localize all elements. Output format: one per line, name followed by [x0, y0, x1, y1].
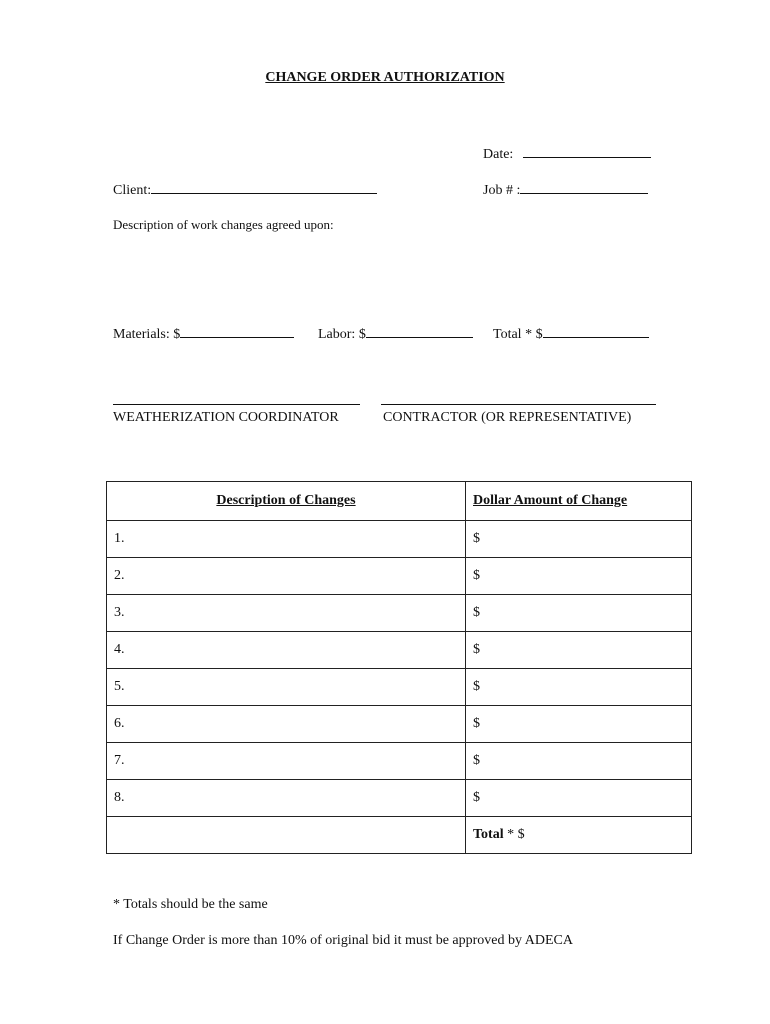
- table-row: [107, 595, 692, 632]
- description-header: Description of Changes: [107, 482, 466, 521]
- amount-header: Dollar Amount of Change: [466, 482, 692, 521]
- description-label: Description of work changes agreed upon:: [113, 217, 334, 232]
- labor-label: Labor: $: [318, 327, 366, 342]
- row-amount[interactable]: $: [466, 780, 692, 817]
- row-description[interactable]: 8.: [107, 780, 466, 817]
- row-amount[interactable]: $: [466, 632, 692, 669]
- row-description[interactable]: 1.: [107, 521, 466, 558]
- table-row: [107, 669, 692, 706]
- row-description[interactable]: 2.: [107, 558, 466, 595]
- table-row: [107, 780, 692, 817]
- table-row: [107, 706, 692, 743]
- client-label: Client:: [113, 183, 152, 198]
- contractor-signature-line[interactable]: [381, 404, 656, 405]
- total-row-blank: [107, 817, 466, 854]
- row-amount[interactable]: $: [466, 558, 692, 595]
- table-header-row: [107, 482, 692, 521]
- approval-note: If Change Order is more than 10% of original bid it must be approved by ADECA: [113, 933, 573, 948]
- coordinator-label: WEATHERIZATION COORDINATOR: [113, 410, 339, 425]
- row-description[interactable]: 4.: [107, 632, 466, 669]
- row-amount[interactable]: $: [466, 706, 692, 743]
- changes-table: [106, 481, 692, 854]
- table-total-row: [107, 817, 692, 854]
- job-number-line: [520, 181, 648, 194]
- total-line: [543, 325, 649, 338]
- table-row: [107, 743, 692, 780]
- total-label: Total * $: [493, 327, 543, 342]
- job-number-label: Job # :: [483, 183, 521, 198]
- materials-label: Materials: $: [113, 327, 181, 342]
- labor-field[interactable]: [318, 325, 473, 343]
- contractor-label: CONTRACTOR (OR REPRESENTATIVE): [383, 410, 632, 425]
- labor-line: [366, 325, 473, 338]
- date-field[interactable]: [483, 145, 651, 163]
- row-amount[interactable]: $: [466, 521, 692, 558]
- row-description[interactable]: 7.: [107, 743, 466, 780]
- row-amount[interactable]: $: [466, 595, 692, 632]
- job-number-field[interactable]: [483, 181, 648, 199]
- row-description[interactable]: 6.: [107, 706, 466, 743]
- footnote: * Totals should be the same: [113, 897, 268, 912]
- total-field[interactable]: [493, 325, 649, 343]
- coordinator-signature-line[interactable]: [113, 404, 360, 405]
- table-row: [107, 558, 692, 595]
- table-total-label: Total: [473, 827, 504, 842]
- table-total-suffix: * $: [503, 827, 525, 842]
- table-row: [107, 632, 692, 669]
- date-line: [523, 145, 651, 158]
- row-description[interactable]: 5.: [107, 669, 466, 706]
- table-total-cell[interactable]: [466, 817, 692, 854]
- materials-field[interactable]: [113, 325, 294, 343]
- table-row: [107, 521, 692, 558]
- row-description[interactable]: 3.: [107, 595, 466, 632]
- materials-line: [180, 325, 294, 338]
- row-amount[interactable]: $: [466, 743, 692, 780]
- client-field[interactable]: [113, 181, 377, 199]
- row-amount[interactable]: $: [466, 669, 692, 706]
- client-line: [151, 181, 377, 194]
- date-label: Date:: [483, 147, 514, 162]
- page-title: CHANGE ORDER AUTHORIZATION: [265, 70, 505, 85]
